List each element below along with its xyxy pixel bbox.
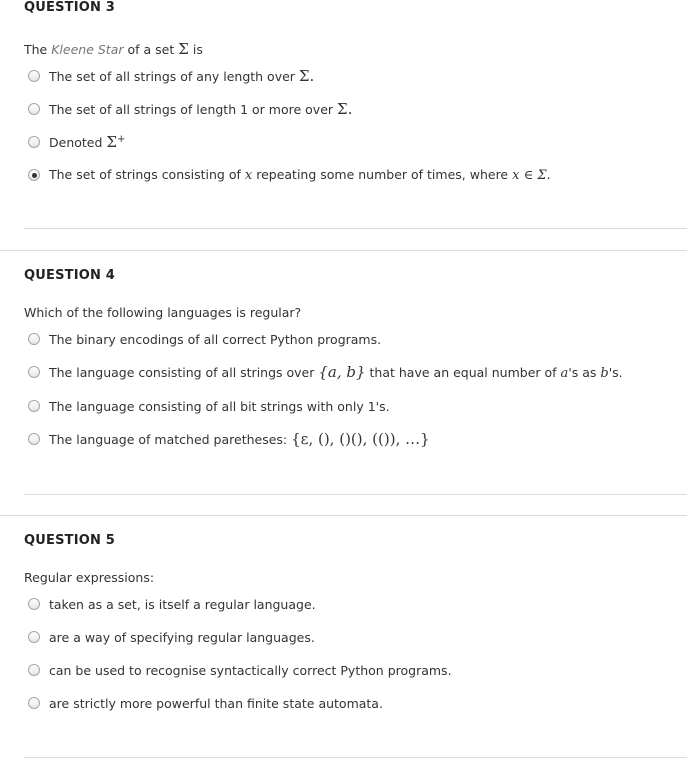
option-label: can be used to recognise syntactically correct Python programs. [49,662,452,678]
option-label: are a way of specifying regular languages. [49,629,315,645]
question-3-title: QUESTION 3 [24,0,116,15]
option-label: The language of matched paretheses: {ε, (), ()(), (()), …} [49,430,430,448]
radio-button-selected[interactable] [28,169,40,181]
radio-button[interactable] [28,400,40,412]
q5-option-4[interactable] [28,694,383,712]
q5-option-1[interactable] [28,595,316,613]
radio-button[interactable] [28,433,40,445]
q5-option-2[interactable] [28,628,315,646]
option-label: The binary encodings of all correct Python programs. [49,331,382,347]
radio-button[interactable] [28,664,40,676]
radio-button[interactable] [28,366,40,378]
q4-option-1[interactable] [28,330,381,348]
option-label: The language consisting of all strings over {a, b} that have an equal number of a's as b's. [49,363,623,381]
question-3-prompt [24,40,203,58]
q3-option-1[interactable] [28,67,314,85]
kleene-star-term: Kleene Star [51,42,124,57]
option-label: The set of all strings of length 1 or more over Σ. [49,100,353,118]
option-label: The set of strings consisting of x repeating some number of times, where x ∈ Σ. [49,167,551,183]
q3-option-3[interactable] [28,133,125,151]
radio-button[interactable] [28,631,40,643]
divider [0,250,687,251]
prompt-text: The [24,42,48,57]
q3-option-2[interactable] [28,100,352,118]
option-label: The language consisting of all bit strings with only 1's. [49,398,390,414]
q4-option-2[interactable] [28,363,623,381]
option-label: Denoted Σ+ [49,133,126,151]
divider [24,757,687,758]
q3-option-4[interactable] [28,166,551,184]
question-5-title: QUESTION 5 [24,533,116,548]
radio-button[interactable] [28,697,40,709]
radio-button[interactable] [28,136,40,148]
prompt-text: is [192,42,203,57]
divider [24,228,687,229]
radio-button[interactable] [28,598,40,610]
option-label: are strictly more powerful than finite state automata. [49,695,383,711]
option-label: The set of all strings of any length over Σ. [49,67,315,85]
sigma-symbol: Σ [178,40,189,58]
q5-option-3[interactable] [28,661,452,679]
prompt-text: of a set [127,42,175,57]
question-5-prompt: Regular expressions: [24,570,155,585]
option-label: taken as a set, is itself a regular language. [49,596,316,612]
divider [0,515,687,516]
radio-button[interactable] [28,333,40,345]
q4-option-4[interactable] [28,430,430,448]
radio-button[interactable] [28,70,40,82]
q4-option-3[interactable] [28,397,390,415]
radio-button[interactable] [28,103,40,115]
question-4-title: QUESTION 4 [24,268,116,283]
divider [24,494,687,495]
question-4-prompt: Which of the following languages is regular? [24,305,302,320]
